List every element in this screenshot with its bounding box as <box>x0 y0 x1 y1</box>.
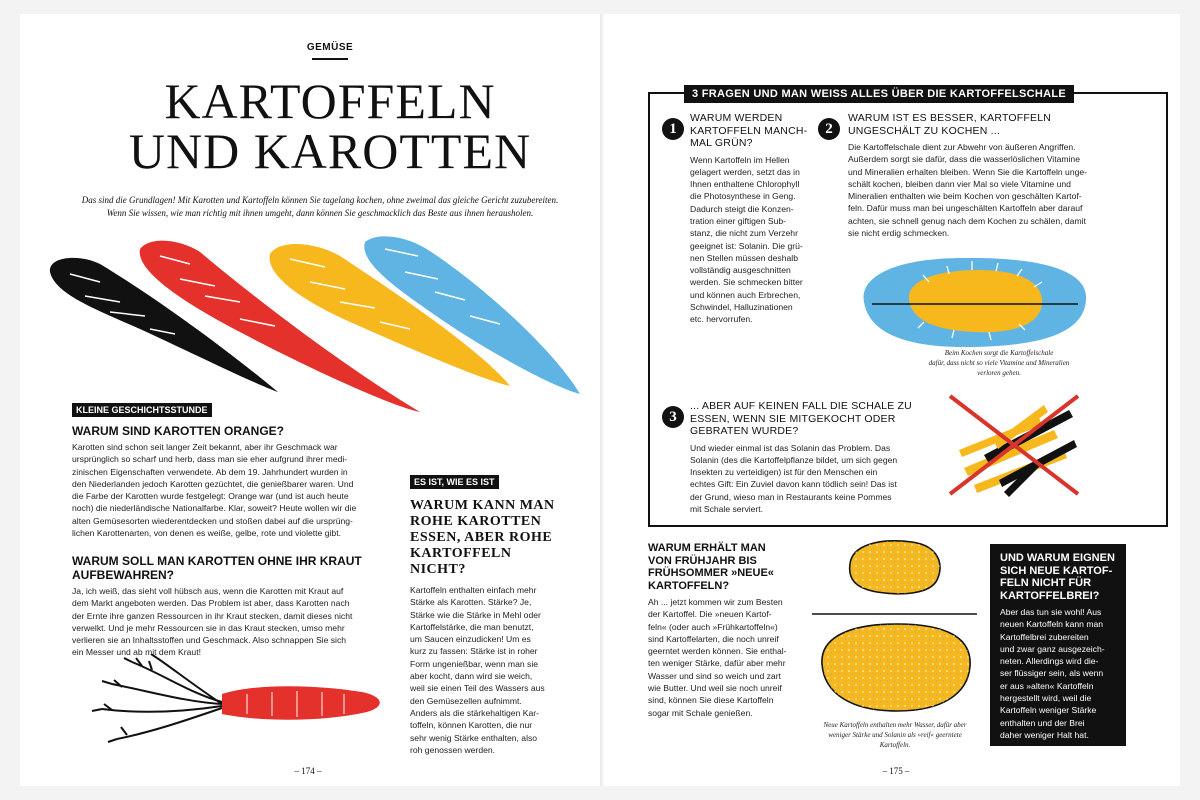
history-section <box>72 400 412 539</box>
history-line: zinischen Eigenschaften verwendete. Ab dem 19. Jahrhundert wurden in <box>72 466 348 477</box>
q1-line: nen Stellen müssen deshalb <box>690 252 798 263</box>
mash-line: enthalten und der Brei <box>1000 717 1085 728</box>
q1-line: Ihnen enthaltene Chlorophyll <box>690 179 800 190</box>
new-potatoes-caption <box>800 720 990 750</box>
history-line: lichen Karottenarten, von denen es weiße, gelbe, rote und violette gibt. <box>72 528 341 539</box>
raw-heading-line: ESSEN, ABER ROHE <box>410 530 553 545</box>
q3-line: Solanin (des die Kartoffelpflanze bildet, um sich gegen <box>690 454 898 465</box>
new-potatoes-caption-line: weniger Stärke und Solanin als »reif« geerntete <box>828 731 962 739</box>
new-potatoes-caption-line: Neue Kartoffeln enthalten mehr Wasser, dafür aber <box>823 721 967 729</box>
storage-heading <box>72 554 412 582</box>
q1-heading <box>690 112 820 150</box>
question-2 <box>848 112 1158 239</box>
q1-line: Schwindel, Halluzinationen <box>690 302 793 313</box>
q1-heading-line: WARUM WERDEN <box>690 112 783 124</box>
mash-line: ser flüssiger sein, als wenn <box>1000 668 1104 679</box>
storage-section <box>72 554 412 659</box>
q2-line: feln. Dafür muss man bei ungeschälten Kartoffeln aber darauf <box>848 203 1083 214</box>
mash-heading-line: UND WARUM EIGNEN <box>1000 552 1115 564</box>
q2-line: Außerdem sorgt sie dafür, dass die wasserlöslichen Vitamine <box>848 154 1080 165</box>
question-3 <box>690 400 930 515</box>
q1-line: gelagert werden, setzt das in <box>690 166 800 177</box>
new-potatoes-line: geerntet werden können. Sie enthal- <box>648 646 787 657</box>
mash-line: er aus »alten« Kartoffeln <box>1000 680 1094 691</box>
q1-line: vollständig ausgeschnitten <box>690 265 791 276</box>
title-line-1: KARTOFFELN <box>164 73 496 129</box>
storage-body <box>72 585 412 659</box>
raw-heading-line: KARTOFFELN <box>410 546 512 561</box>
q2-heading <box>848 112 1158 137</box>
frame-title: 3 FRAGEN UND MAN WEISS ALLES ÜBER DIE KARTOFFELSCHALE <box>684 85 1074 103</box>
q3-heading-line: ESSEN, WENN SIE MITGEKOCHT ODER <box>690 412 896 425</box>
q3-heading-line: ... ABER AUF KEINEN FALL DIE SCHALE ZU <box>690 400 912 412</box>
raw-line: Kartoffeln enthalten einfach mehr <box>410 585 537 595</box>
new-potatoes-line: Wasser und sind so weich und zart <box>648 670 781 681</box>
q3-heading-line: GEBRATEN WURDE? <box>690 425 799 437</box>
new-potatoes-heading-line: VON FRÜHJAHR BIS <box>648 554 757 567</box>
mash-heading <box>1000 552 1116 602</box>
mash-line: neuen Kartoffeln kann man <box>1000 619 1104 630</box>
intro-text <box>60 194 580 220</box>
crossed-fries-illustration <box>944 390 1084 500</box>
new-potato-illustration <box>812 536 982 726</box>
raw-line: weil sie einen Teil des Wassers aus <box>410 683 545 694</box>
q3-line: der Grund, wieso man in Restaurants keine Pommes <box>690 491 892 502</box>
storage-line: der Ernte ihre ganzen Ressourcen in ihr Kraut stecken, damit dieses nicht <box>72 610 353 621</box>
q1-line: werden. Sie schmecken bitter <box>690 277 803 288</box>
right-page <box>604 14 1180 786</box>
storage-heading-line: WARUM SOLL MAN KAROTTEN OHNE IHR KRAUT <box>72 554 362 568</box>
storage-line: ein Messer und ab mit dem Kraut! <box>72 647 201 658</box>
mash-line: neten. Allerdings wird die- <box>1000 656 1099 667</box>
mash-heading-line: SICH NEUE KARTOF- <box>1000 564 1113 577</box>
history-line: Karotten sind schon seit langer Zeit bekannt, aber ihr Geschmack war <box>72 442 338 452</box>
q2-line: sie nicht erdig schmecken. <box>848 228 950 239</box>
raw-line: sehr wenig Stärke enthalten, also <box>410 732 538 743</box>
section-rule <box>312 58 348 60</box>
q2-line: schält kochen, bleiben dann vier Mal so viele Vitamine und <box>848 178 1071 189</box>
history-line: alten Gemüsesorten wiederentdecken und stoßen dabei auf die ursprüng- <box>72 515 353 526</box>
section-label: GEMÜSE <box>306 42 354 53</box>
storage-line: verlieren sie an Inhaltsstoffen und Geschmack. Also schnappen Sie sich <box>72 635 347 646</box>
q1-line: stanz, die nicht zum Verzehr <box>690 228 798 239</box>
q2-heading-line: WARUM IST ES BESSER, KARTOFFELN <box>848 112 1052 124</box>
raw-heading-line: NICHT? <box>410 562 466 577</box>
new-potatoes-line: der Kartoffel. Die »neuen Kartof- <box>648 609 772 620</box>
mash-heading-line: KARTOFFELBREI? <box>1000 589 1100 602</box>
raw-line: Anders als die stärkehaltigen Kar- <box>410 707 539 718</box>
mash-line: hergestellt wird, weil die <box>1000 693 1092 704</box>
mash-line: Kartoffeln weniger Stärke <box>1000 705 1097 716</box>
q1-heading-line: KARTOFFELN MANCH- <box>690 124 808 137</box>
q1-line: und können auch Erbrechen, <box>690 289 801 300</box>
mash-line: Aber das tun sie wohl! Aus <box>1000 607 1102 617</box>
intro-line-2: Wenn Sie wissen, wie man richtig mit ihnen umgeht, dann können Sie geschmacklich das Beste aus ihnen herausholen. <box>106 208 534 218</box>
raw-line: Stärke als Karotten. Stärke? Je, <box>410 597 532 608</box>
question-number-2: 2 <box>818 118 840 140</box>
raw-line: kurz zu fassen: Stärke ist in roher <box>410 646 538 657</box>
q3-line: Insekten zu verteidigen) ist für den Menschen ein <box>690 467 878 478</box>
q1-line: geeignet ist: Solanin. Die grü- <box>690 240 803 251</box>
new-potatoes-caption-line: Kartoffeln. <box>879 741 911 749</box>
raw-body <box>410 584 560 756</box>
q1-body <box>690 154 820 326</box>
q2-caption <box>904 348 1094 378</box>
q1-line: etc. hervorrufen. <box>690 314 753 325</box>
storage-line: Ja, ich weiß, das sieht voll hübsch aus, wenn die Karotten mit Kraut auf <box>72 586 344 596</box>
q2-heading-line: UNGESCHÄLT ZU KOCHEN ... <box>848 124 1001 137</box>
new-potatoes-heading <box>648 542 808 592</box>
left-page <box>20 14 600 786</box>
history-heading: WARUM SIND KAROTTEN ORANGE? <box>72 424 284 438</box>
q1-line: die Photosynthese in Geng. <box>690 191 796 202</box>
storage-line: dem Markt angeboten werden. Das Problem ist aber, dass Karotten nach <box>72 598 350 609</box>
raw-line: Kartoffelstärke, die man benutzt, <box>410 621 534 632</box>
new-potatoes-heading-line: FRÜHSOMMER »NEUE« <box>648 567 774 579</box>
large-new-potato <box>822 624 970 711</box>
raw-line: Stärke wie die Stärke in Mehl oder <box>410 609 541 620</box>
new-potatoes-line: sogar mit Schale genießen. <box>648 707 753 718</box>
carrot-with-greens-illustration <box>72 654 392 744</box>
raw-line: den Gemüsezellen aufnimmt. <box>410 695 522 706</box>
mash-line: daher weniger Halt hat. <box>1000 729 1089 740</box>
new-potatoes-line: Ah ... jetzt kommen wir zum Besten <box>648 597 783 607</box>
raw-line: um Saucen einzudicken! Um es <box>410 634 531 645</box>
q2-caption-line: Beim Kochen sorgt die Kartoffelschale <box>944 349 1054 357</box>
history-line: noch) die niederländische Nationalfarbe. Klar, soweit? Heute wollen wir die <box>72 503 357 514</box>
new-potatoes-line: ten weniger Stärke, dafür aber mehr <box>648 658 786 669</box>
boiling-potato-illustration <box>854 252 1094 352</box>
q1-heading-line: MAL GRÜN? <box>690 137 753 149</box>
new-potatoes-section <box>648 542 808 719</box>
raw-line: aber kocht, dann wird sie weich, <box>410 671 533 682</box>
new-potatoes-line: sind Kartoffelarten, die noch unreif <box>648 633 779 644</box>
raw-line: Form ungenießbar, wenn man sie <box>410 658 539 669</box>
q2-caption-line: dafür, dass nicht so viele Vitamine und Mineralien <box>928 359 1070 367</box>
q2-line: achten, sie schnell genug nach dem Kochen zu schälen, damit <box>848 215 1086 226</box>
mash-line: und zwar ganz ausgezeich- <box>1000 643 1105 654</box>
new-potatoes-line: sind, können Sie diese Kartoffeln <box>648 695 774 706</box>
q1-line: tration einer giftigen Sub- <box>690 215 787 226</box>
history-line: den Niederlanden jedoch Karotten gezüchtet, die genießbarer waren. Und <box>72 478 354 489</box>
history-body <box>72 441 412 539</box>
question-number-3: 3 <box>662 406 684 428</box>
page-number-right: – 175 – <box>882 766 910 776</box>
q1-line: Dadurch steigt die Konzen- <box>690 203 794 214</box>
q2-line: und Mineralien erhalten bleiben. Wenn Sie die Kartoffeln unge- <box>848 166 1088 177</box>
q2-line: Die Kartoffelschale dient zur Abwehr von äußeren Angriffen. <box>848 142 1076 152</box>
raw-heading <box>410 498 560 578</box>
question-1 <box>690 112 820 326</box>
raw-line: roh genossen werden. <box>410 744 496 755</box>
history-tag: KLEINE GESCHICHTSSTUNDE <box>72 403 212 417</box>
small-new-potato <box>850 541 940 594</box>
history-line: ursprünglich so scharf und herb, dass man sie eher aufgrund ihrer medi- <box>72 454 348 465</box>
storage-heading-line: AUFBEWAHREN? <box>72 568 174 582</box>
q3-line: mit Schale serviert. <box>690 503 764 514</box>
mash-body <box>1000 606 1116 741</box>
page-number-left: – 174 – <box>294 766 322 776</box>
title-line-2: UND KAROTTEN <box>128 123 532 179</box>
intro-line-1: Das sind die Grundlagen! Mit Karotten und Kartoffeln können Sie tagelang kochen, ohne zweimal das gleiche Gericht zuzubereiten. <box>81 195 559 205</box>
new-potatoes-line: feln« (oder auch »Frühkartoffeln«) <box>648 621 778 632</box>
mash-box <box>990 544 1126 746</box>
question-number-1: 1 <box>662 118 684 140</box>
raw-heading-line: WARUM KANN MAN <box>410 498 555 513</box>
q3-heading <box>690 400 930 438</box>
raw-heading-line: ROHE KAROTTEN <box>410 514 542 529</box>
raw-section <box>410 472 560 756</box>
q2-body <box>848 141 1158 239</box>
q2-line: Mineralien enthalten wie beim Kochen von geschälten Kartof- <box>848 191 1082 202</box>
history-line: die Farbe der Karotten wurde festgelegt: Orange war (und ist auch heute <box>72 491 349 502</box>
q1-line: Wenn Kartoffeln im Hellen <box>690 154 790 165</box>
new-potatoes-heading-line: KARTOFFELN? <box>648 579 730 592</box>
raw-tag: ES IST, WIE ES IST <box>410 475 499 489</box>
q2-caption-line: verloren gehen. <box>977 369 1021 377</box>
mash-heading-line: FELN NICHT FÜR <box>1000 577 1092 589</box>
page-title <box>80 73 580 179</box>
new-potatoes-line: wie Butter. Und weil sie noch unreif <box>648 683 782 694</box>
new-potatoes-heading-line: WARUM ERHÄLT MAN <box>648 542 766 554</box>
q3-line: echtes Gift: Ein Zuviel davon kann tödlich sein! Das ist <box>690 479 897 490</box>
q3-body <box>690 442 930 516</box>
mash-line: Kartoffelbrei zubereiten <box>1000 631 1089 642</box>
storage-line: verwelkt. Und je mehr Ressourcen sie in das Kraut stecken, umso mehr <box>72 622 345 633</box>
q3-line: Und wieder einmal ist das Solanin das Problem. Das <box>690 442 891 453</box>
new-potatoes-body <box>648 596 808 719</box>
raw-line: toffeln, können Karotten, die nur <box>410 720 533 731</box>
